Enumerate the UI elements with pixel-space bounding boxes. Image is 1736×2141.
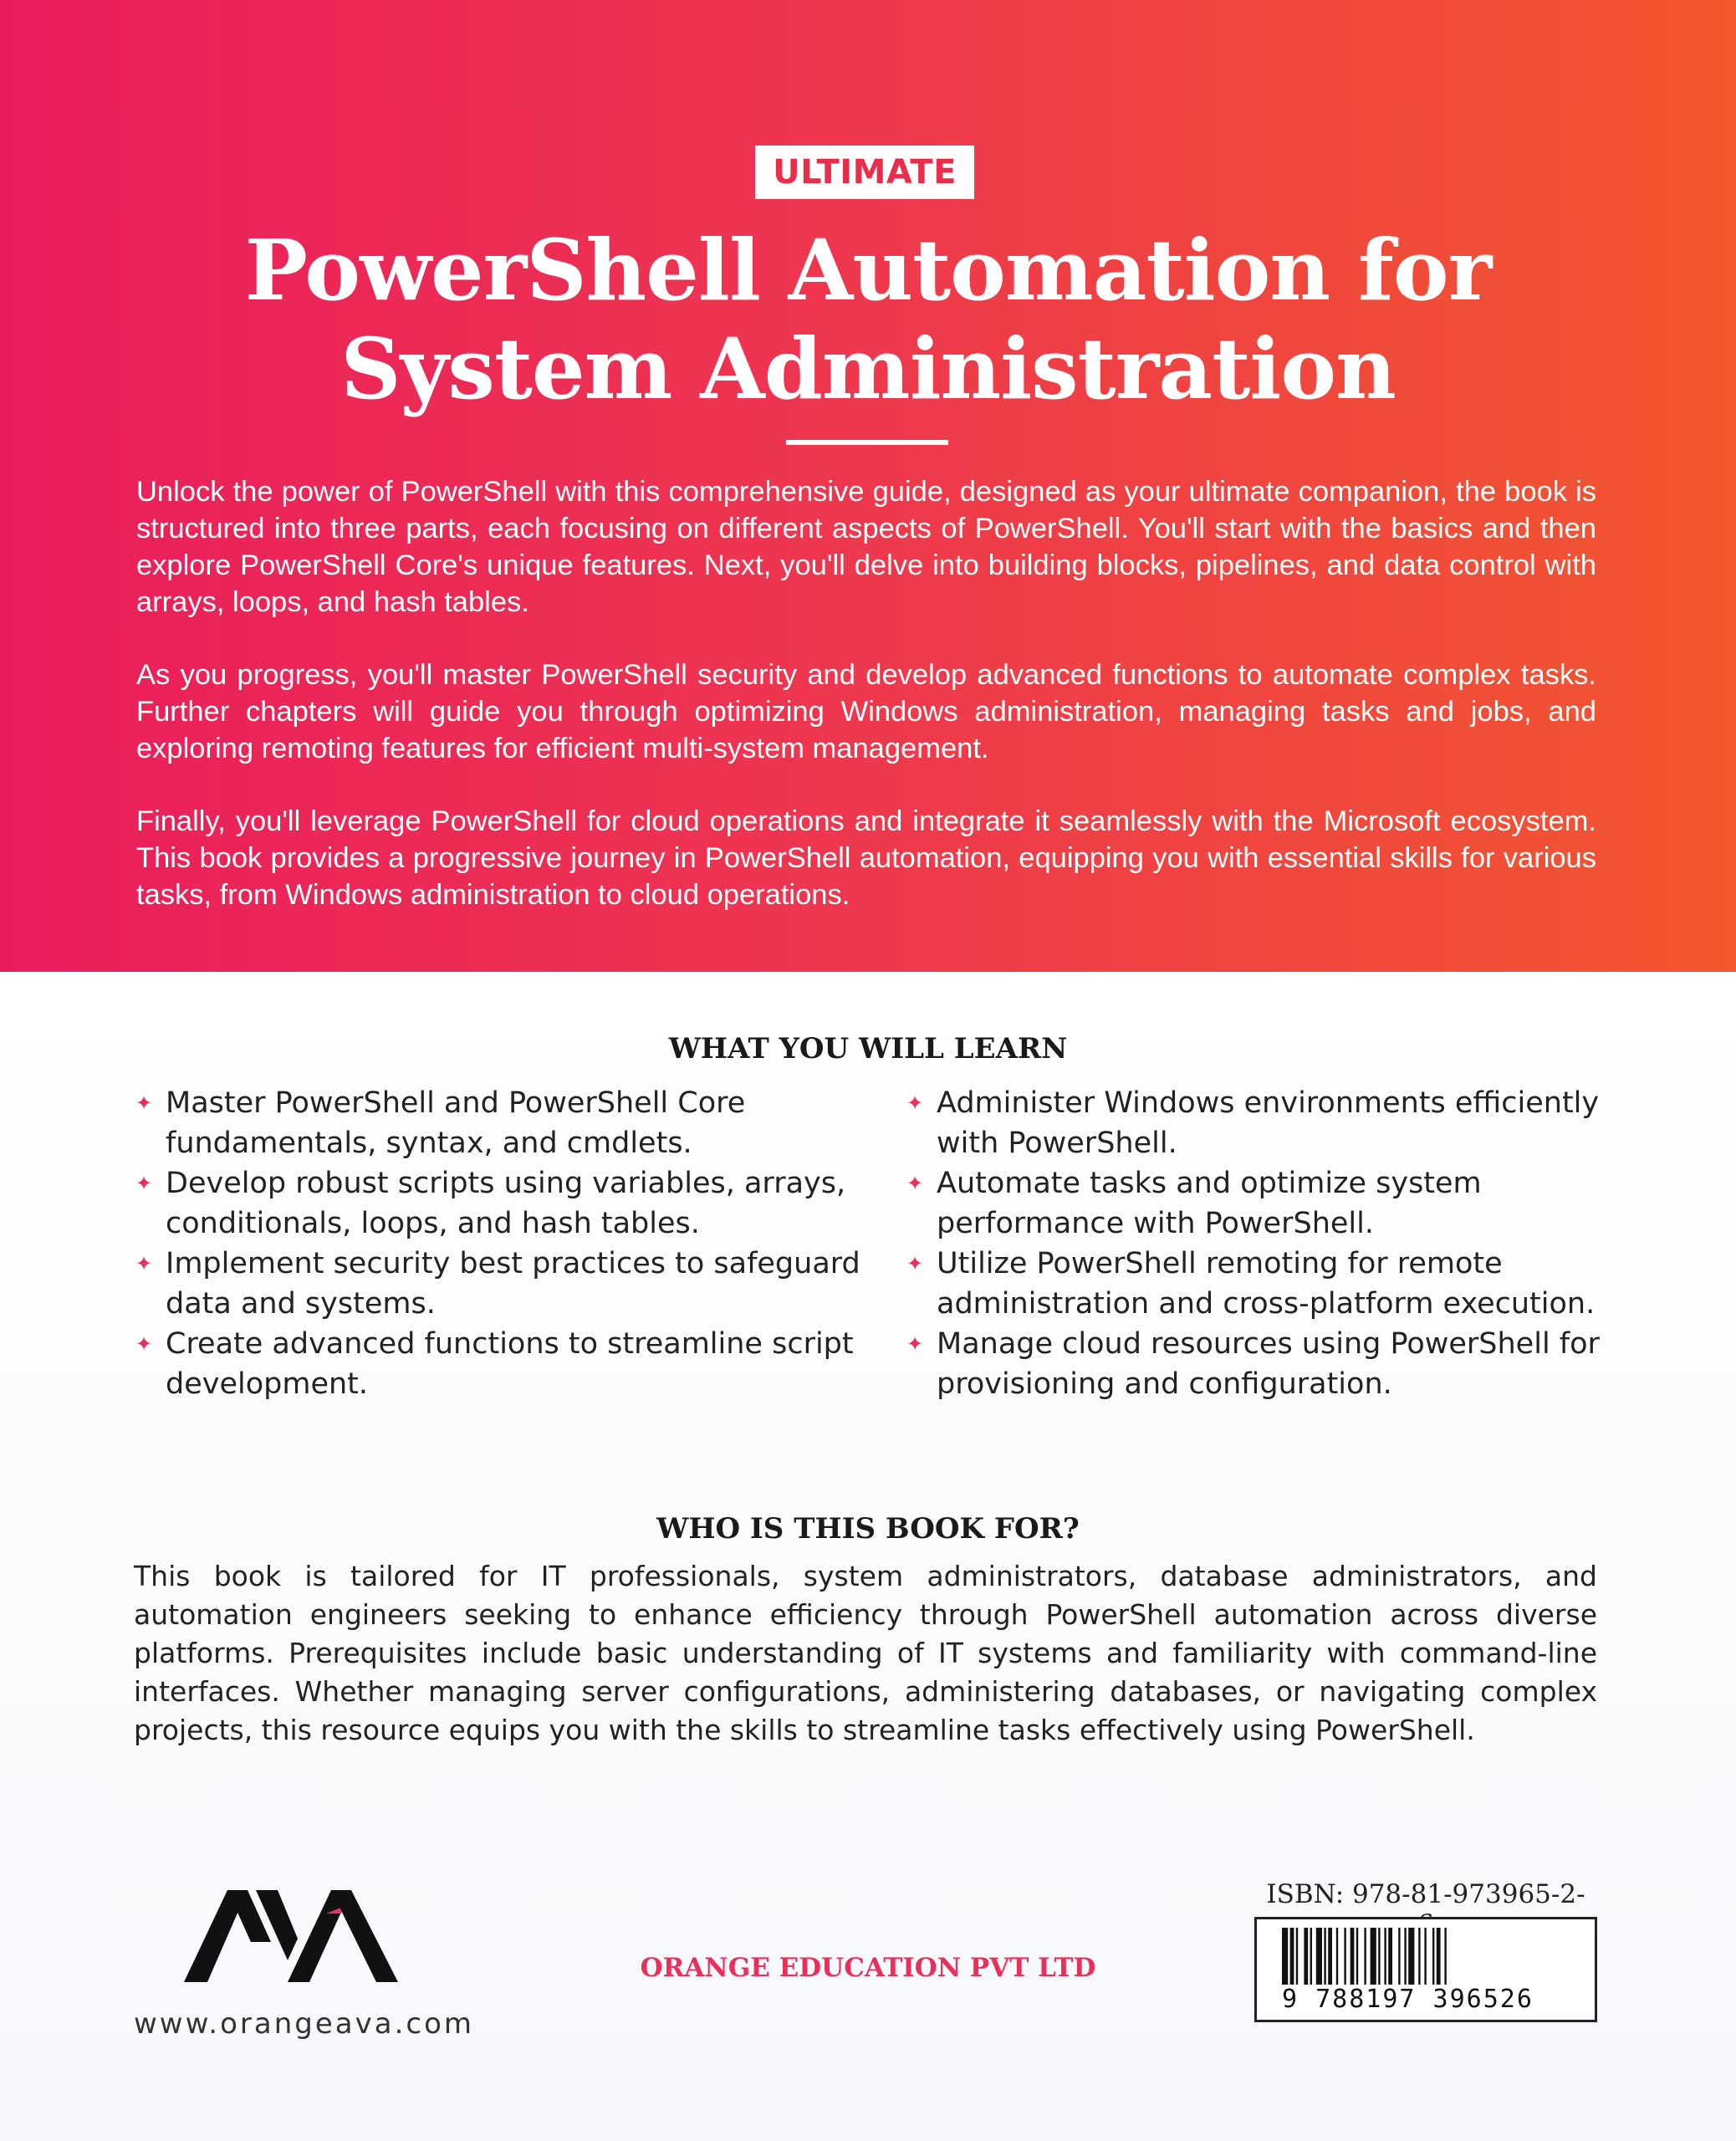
barcode-bar bbox=[1398, 1928, 1400, 1985]
barcode-digits: 9 788197 396526 bbox=[1282, 1985, 1583, 2014]
audience-heading: WHO IS THIS BOOK FOR? bbox=[656, 1512, 1080, 1546]
barcode-bar bbox=[1371, 1928, 1376, 1985]
barcode-bar bbox=[1388, 1928, 1392, 1985]
barcode-bar bbox=[1418, 1928, 1420, 1985]
title-line-1: PowerShell Automation for bbox=[244, 221, 1492, 319]
diamond-bullet-icon: ✦ bbox=[906, 1172, 924, 1195]
diamond-bullet-icon: ✦ bbox=[906, 1252, 924, 1275]
barcode-bar bbox=[1324, 1928, 1325, 1985]
barcode-bar bbox=[1384, 1928, 1386, 1985]
book-description bbox=[136, 473, 1596, 949]
barcode-bar bbox=[1344, 1928, 1345, 1985]
learn-item: ✦ Master PowerShell and PowerShell Core fundamentals, syntax, and cmdlets. bbox=[134, 1083, 886, 1163]
diamond-bullet-icon: ✦ bbox=[135, 1332, 153, 1356]
barcode-bar bbox=[1408, 1928, 1414, 1985]
diamond-bullet-icon: ✦ bbox=[135, 1091, 153, 1115]
barcode-bar bbox=[1328, 1928, 1332, 1985]
book-title bbox=[0, 221, 1736, 418]
description-paragraph: Finally, you'll leverage PowerShell for cloud operations and integrate it seamlessly with the Microsoft ecosystem. This book provides a progressive journey in PowerShell automation, equipping you with essential skills for various tasks, from Windows administration to cloud operations. bbox=[136, 805, 1596, 911]
description-paragraph: As you progress, you'll master PowerShell security and develop advanced functions to automate complex tasks. Further chapters will guide you through optimizing Windows administration, managing tasks and jobs, and exploring remoting features for efficient multi-system management. bbox=[136, 659, 1596, 764]
learn-item: ✦ Utilize PowerShell remoting for remote administration and cross-platform execution. bbox=[905, 1244, 1607, 1324]
learn-item: ✦ Automate tasks and optimize system performance with PowerShell. bbox=[905, 1163, 1607, 1244]
barcode-bar bbox=[1316, 1928, 1322, 1985]
learn-heading: WHAT YOU WILL LEARN bbox=[668, 1032, 1068, 1065]
barcode-bar bbox=[1296, 1928, 1298, 1985]
learn-item: ✦ Implement security best practices to safeguard data and systems. bbox=[134, 1244, 886, 1324]
audience-text: This book is tailored for IT professionals, system administrators, database administrators, and automation engineers seeking to enhance efficiency through PowerShell automation across diverse platforms. Prerequisites include basic understanding of IT systems and familiarity with command-line interfaces. Whether managing server configurations, administering databases, or navigating complex projects, this resource equips you with the skills to streamline tasks effectively using PowerShell. bbox=[134, 1560, 1597, 1746]
learn-item: ✦ Create advanced functions to streamline script development. bbox=[134, 1324, 886, 1404]
barcode-bar bbox=[1378, 1928, 1380, 1985]
barcode-bar bbox=[1437, 1928, 1441, 1985]
learn-item: ✦ Administer Windows environments efficiently with PowerShell. bbox=[905, 1083, 1607, 1163]
ultimate-badge: ULTIMATE bbox=[755, 146, 974, 199]
title-line-2: System Administration bbox=[340, 319, 1396, 418]
barcode-bar bbox=[1351, 1928, 1355, 1985]
learn-list-left bbox=[134, 1083, 886, 1404]
barcode-bar bbox=[1424, 1928, 1426, 1985]
barcode-bar bbox=[1290, 1928, 1294, 1985]
barcode-bar bbox=[1336, 1928, 1338, 1985]
barcode-bar bbox=[1444, 1928, 1446, 1985]
barcode-bar bbox=[1356, 1928, 1358, 1985]
isbn-label: ISBN: 978-81-973965-2- bbox=[1266, 1879, 1585, 1909]
cover-top-panel bbox=[0, 0, 1736, 972]
title-divider bbox=[786, 440, 948, 445]
diamond-bullet-icon: ✦ bbox=[135, 1252, 153, 1275]
diamond-bullet-icon: ✦ bbox=[906, 1091, 924, 1115]
barcode-bar bbox=[1310, 1928, 1312, 1985]
barcode-bar bbox=[1364, 1928, 1366, 1985]
barcode-bar bbox=[1404, 1928, 1406, 1985]
barcode-bar bbox=[1432, 1928, 1434, 1985]
diamond-bullet-icon: ✦ bbox=[906, 1332, 924, 1356]
publisher-name: ORANGE EDUCATION PVT LTD bbox=[640, 1953, 1096, 1983]
isbn-barcode bbox=[1254, 1917, 1597, 2022]
barcode-bar bbox=[1304, 1928, 1308, 1985]
learn-item: ✦ Manage cloud resources using PowerShell for provisioning and configuration. bbox=[905, 1324, 1607, 1404]
diamond-bullet-icon: ✦ bbox=[135, 1172, 153, 1195]
learn-list-right bbox=[905, 1083, 1607, 1404]
barcode-bar bbox=[1282, 1928, 1288, 1985]
description-paragraph: Unlock the power of PowerShell with this comprehensive guide, designed as your ultimate companion, the book is structured into three parts, each focusing on different aspects of PowerShell. You'll start with the basics and then explore PowerShell Core's unique features. Next, you'll delve into building blocks, pipelines, and data control with arrays, loops, and hash tables. bbox=[136, 476, 1596, 618]
learn-item: ✦ Develop robust scripts using variables, arrays, conditionals, loops, and hash tables. bbox=[134, 1163, 886, 1244]
website-url: www.orangeava.com bbox=[134, 2007, 474, 2041]
